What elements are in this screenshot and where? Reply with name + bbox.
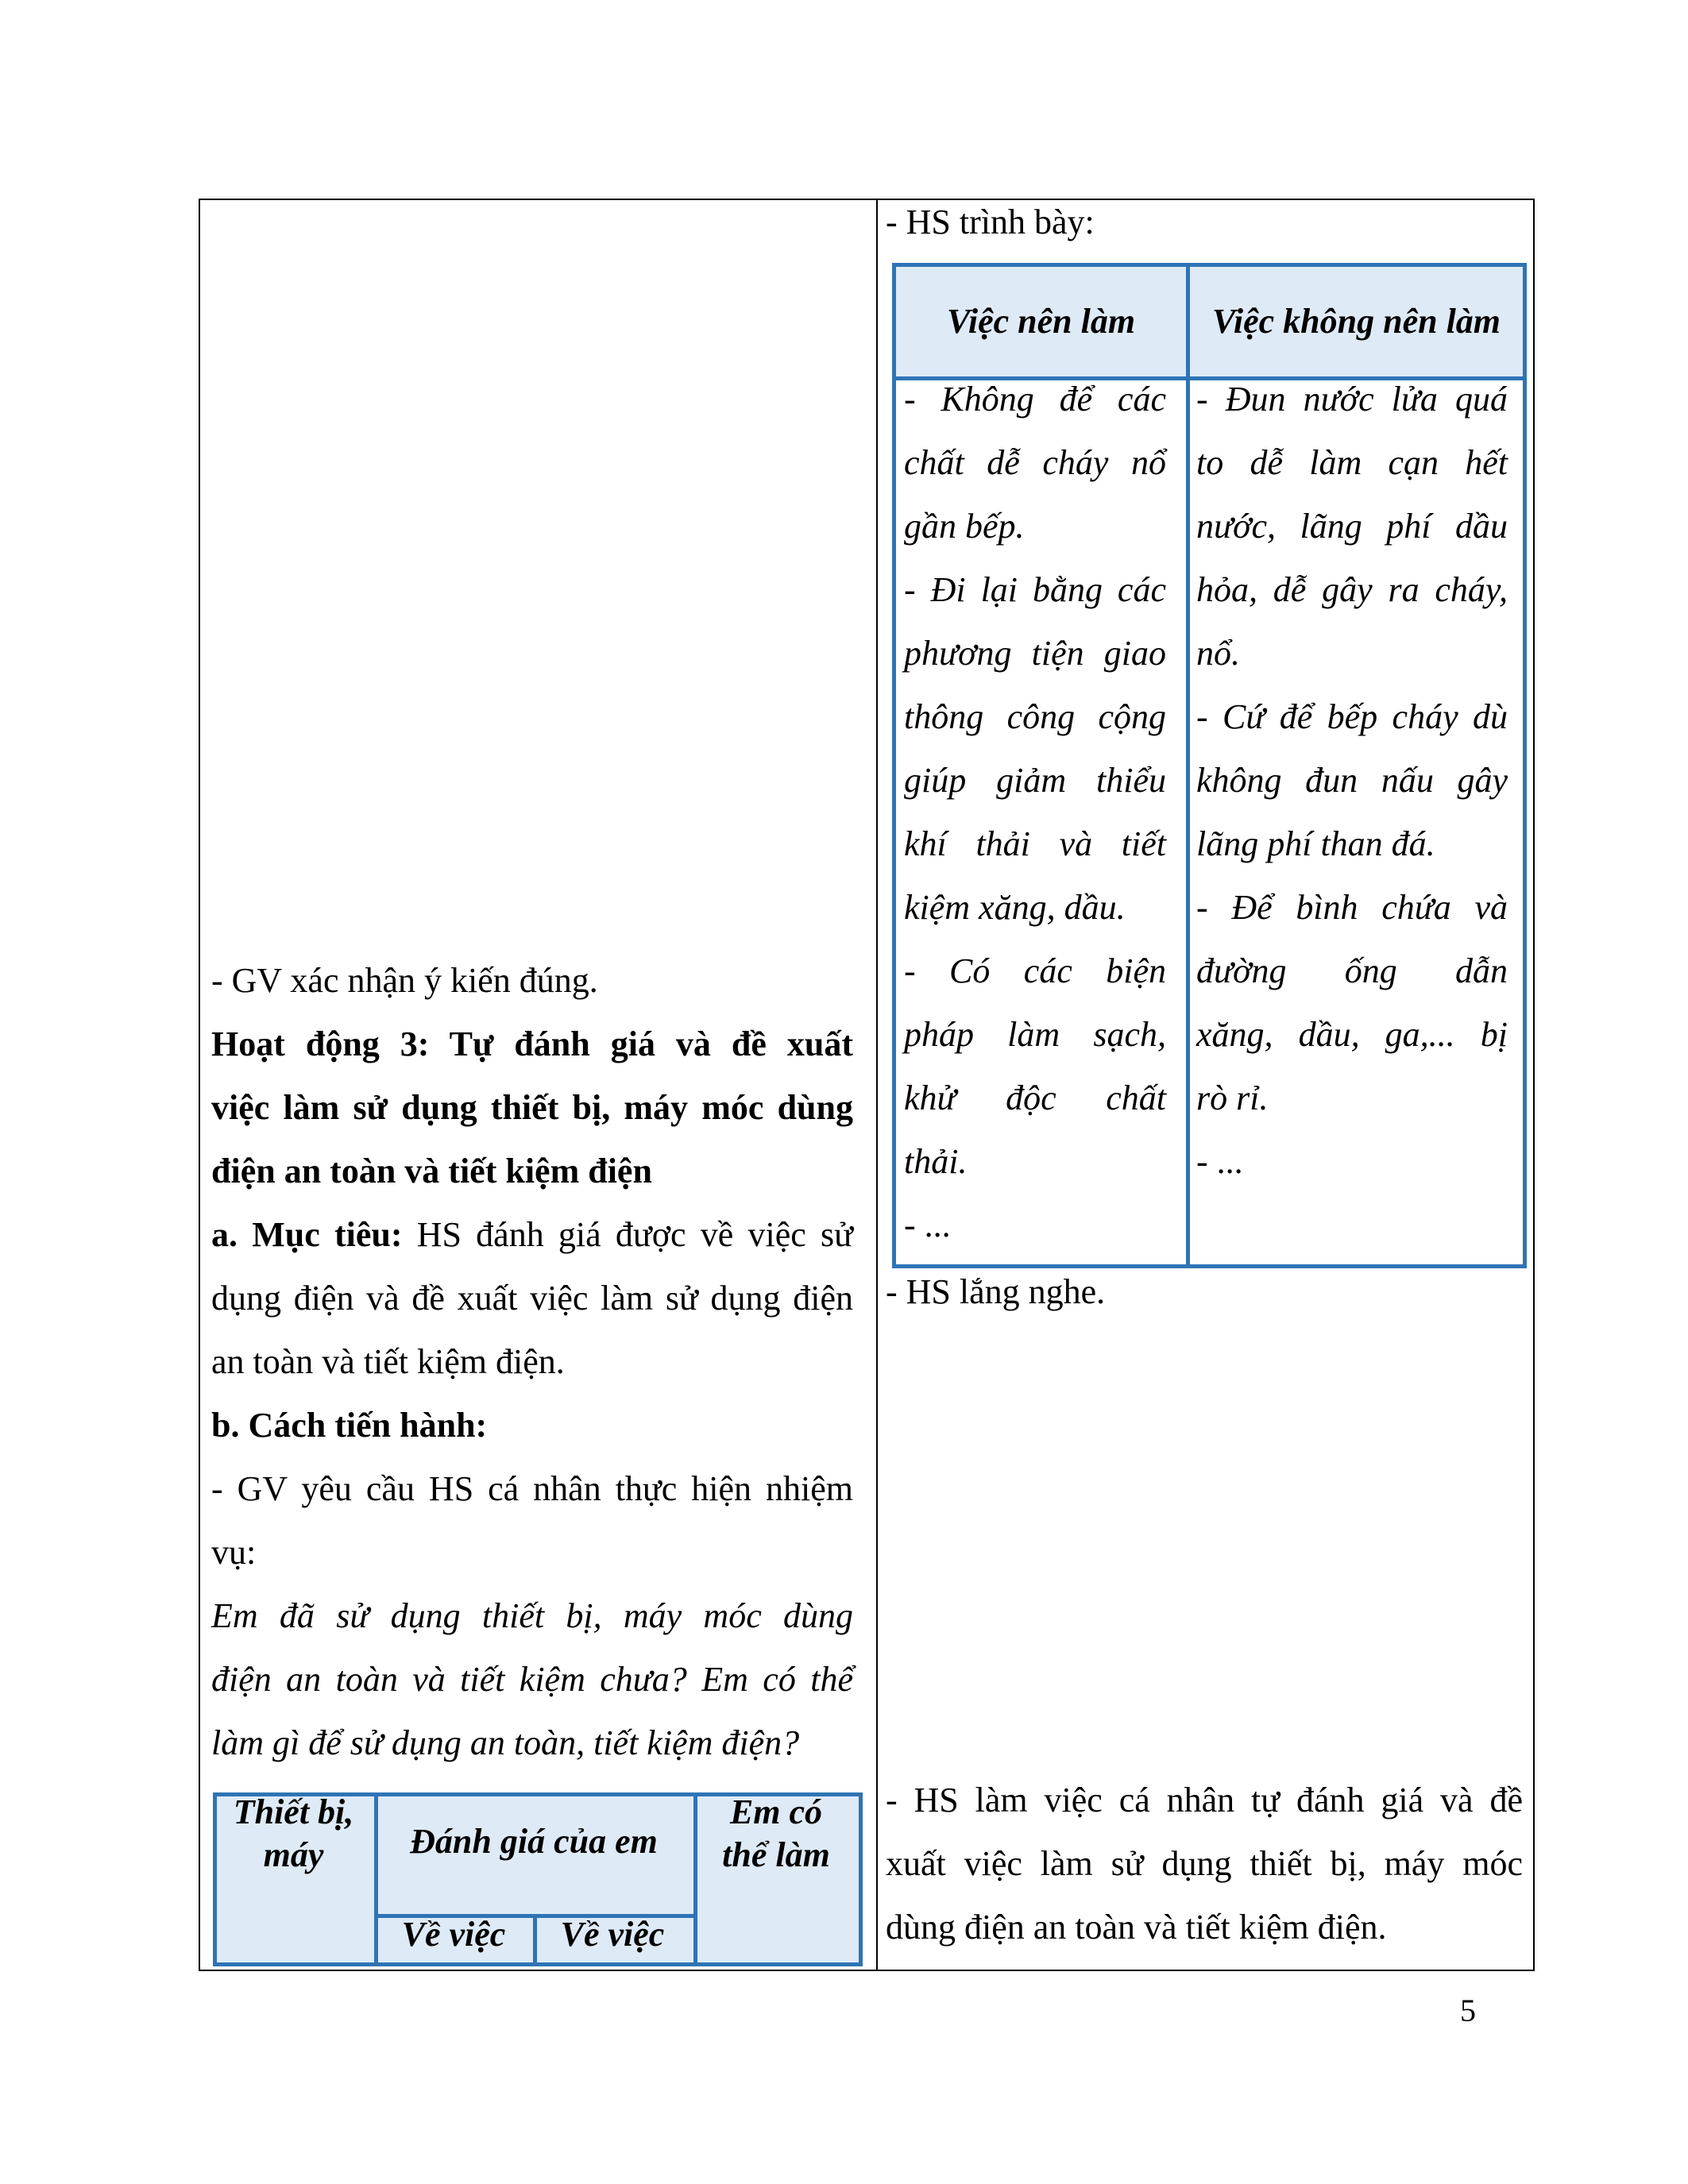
should-not-do-line: - Đun nước lửa quá — [1196, 380, 1508, 419]
should-do-line: - Không để các — [904, 380, 1166, 419]
should-do-line: khử độc chất — [904, 1078, 1166, 1117]
should-not-do-line: - ... — [1196, 1142, 1243, 1181]
procedure-label: b. Cách tiến hành: — [211, 1406, 488, 1445]
question-line-1: Em đã sử dụng thiết bị, máy móc dùng — [211, 1596, 853, 1635]
eval-sub-col-1: Về việc — [401, 1915, 506, 1954]
page-number: 5 — [1460, 1993, 1476, 2028]
should-do-line: - Đi lại bằng các — [904, 570, 1166, 609]
objective-line-1 — [211, 1203, 853, 1267]
gv-request-line-2: vụ: — [211, 1533, 257, 1572]
activity-title-line-1: Hoạt động 3: Tự đánh giá và đề xuất — [211, 1024, 853, 1063]
should-do-line: thông công cộng — [904, 697, 1166, 736]
question-line-2: điện an toàn và tiết kiệm chưa? Em có thể — [211, 1660, 853, 1699]
should-not-do-line: rò rỉ. — [1196, 1078, 1269, 1117]
should-do-line: kiệm xăng, dầu. — [904, 888, 1126, 927]
should-do-line: phương tiện giao — [904, 634, 1166, 673]
header-should-do: Việc nên làm — [946, 302, 1136, 341]
eval-sub-col-2: Về việc — [560, 1915, 665, 1954]
question-line-3: làm gì để sử dụng an toàn, tiết kiệm điện? — [211, 1723, 800, 1762]
should-do-line: khí thải và tiết — [904, 824, 1166, 863]
eval-col-device-line-2: máy — [263, 1835, 324, 1874]
should-not-do-line: - Để bình chứa và — [1196, 888, 1508, 927]
should-do-line: thải. — [904, 1142, 968, 1181]
should-not-do-line: - Cứ để bếp cháy dù — [1196, 697, 1508, 736]
should-not-do-line: xăng, dầu, ga,... bị — [1196, 1015, 1508, 1054]
eval-col-action-line-2: thể làm — [722, 1835, 830, 1874]
hs-present-text: - HS trình bày: — [886, 203, 1095, 241]
activity-title-line-3: điện an toàn và tiết kiệm điện — [211, 1152, 652, 1190]
should-do-line: - Có các biện — [904, 951, 1166, 990]
eval-col-device-line-1: Thiết bị, — [233, 1792, 354, 1831]
should-do-line: pháp làm sạch, — [904, 1015, 1166, 1054]
should-not-do-line: nổ. — [1196, 634, 1240, 673]
gv-confirm-text: - GV xác nhận ý kiến đúng. — [211, 961, 598, 1000]
should-not-do-line: hỏa, dễ gây ra cháy, — [1196, 570, 1508, 609]
hs-work-line-3: dùng điện an toàn và tiết kiệm điện. — [886, 1908, 1387, 1947]
should-not-do-line: không đun nấu gây — [1196, 761, 1508, 800]
objective-line-2: dụng điện và đề xuất việc làm sử dụng điện — [211, 1279, 853, 1318]
activity-title-line-2: việc làm sử dụng thiết bị, máy móc dùng — [211, 1088, 853, 1127]
should-do-line: chất dễ cháy nổ — [904, 443, 1166, 482]
header-should-not-do: Việc không nên làm — [1211, 302, 1501, 341]
eval-col-action-line-1: Em có — [729, 1792, 823, 1831]
should-do-line: - ... — [904, 1206, 951, 1244]
objective-line-3: an toàn và tiết kiệm điện. — [211, 1342, 565, 1381]
should-do-line: giúp giảm thiểu — [904, 761, 1166, 800]
hs-work-line-2: xuất việc làm sử dụng thiết bị, máy móc — [886, 1844, 1523, 1883]
should-not-do-line: đường ống dẫn — [1196, 951, 1508, 990]
gv-request-line-1: - GV yêu cầu HS cá nhân thực hiện nhiệm — [211, 1469, 853, 1508]
should-not-do-line: to dễ làm cạn hết — [1196, 443, 1508, 482]
should-not-do-line: nước, lãng phí dầu — [1196, 507, 1508, 546]
objective-text: HS đánh giá được về việc sử — [402, 1215, 853, 1254]
table-column-divider — [1186, 267, 1190, 1264]
hs-work-line-1: - HS làm việc cá nhân tự đánh giá và đề — [886, 1781, 1523, 1819]
should-not-do-line: lãng phí than đá. — [1196, 824, 1435, 863]
column-divider — [876, 200, 878, 1970]
eval-col-assessment: Đánh giá của em — [410, 1822, 658, 1861]
hs-listen-text: - HS lắng nghe. — [886, 1272, 1106, 1311]
should-do-line: gần bếp. — [904, 507, 1025, 546]
objective-label: a. Mục tiêu: — [211, 1215, 403, 1254]
